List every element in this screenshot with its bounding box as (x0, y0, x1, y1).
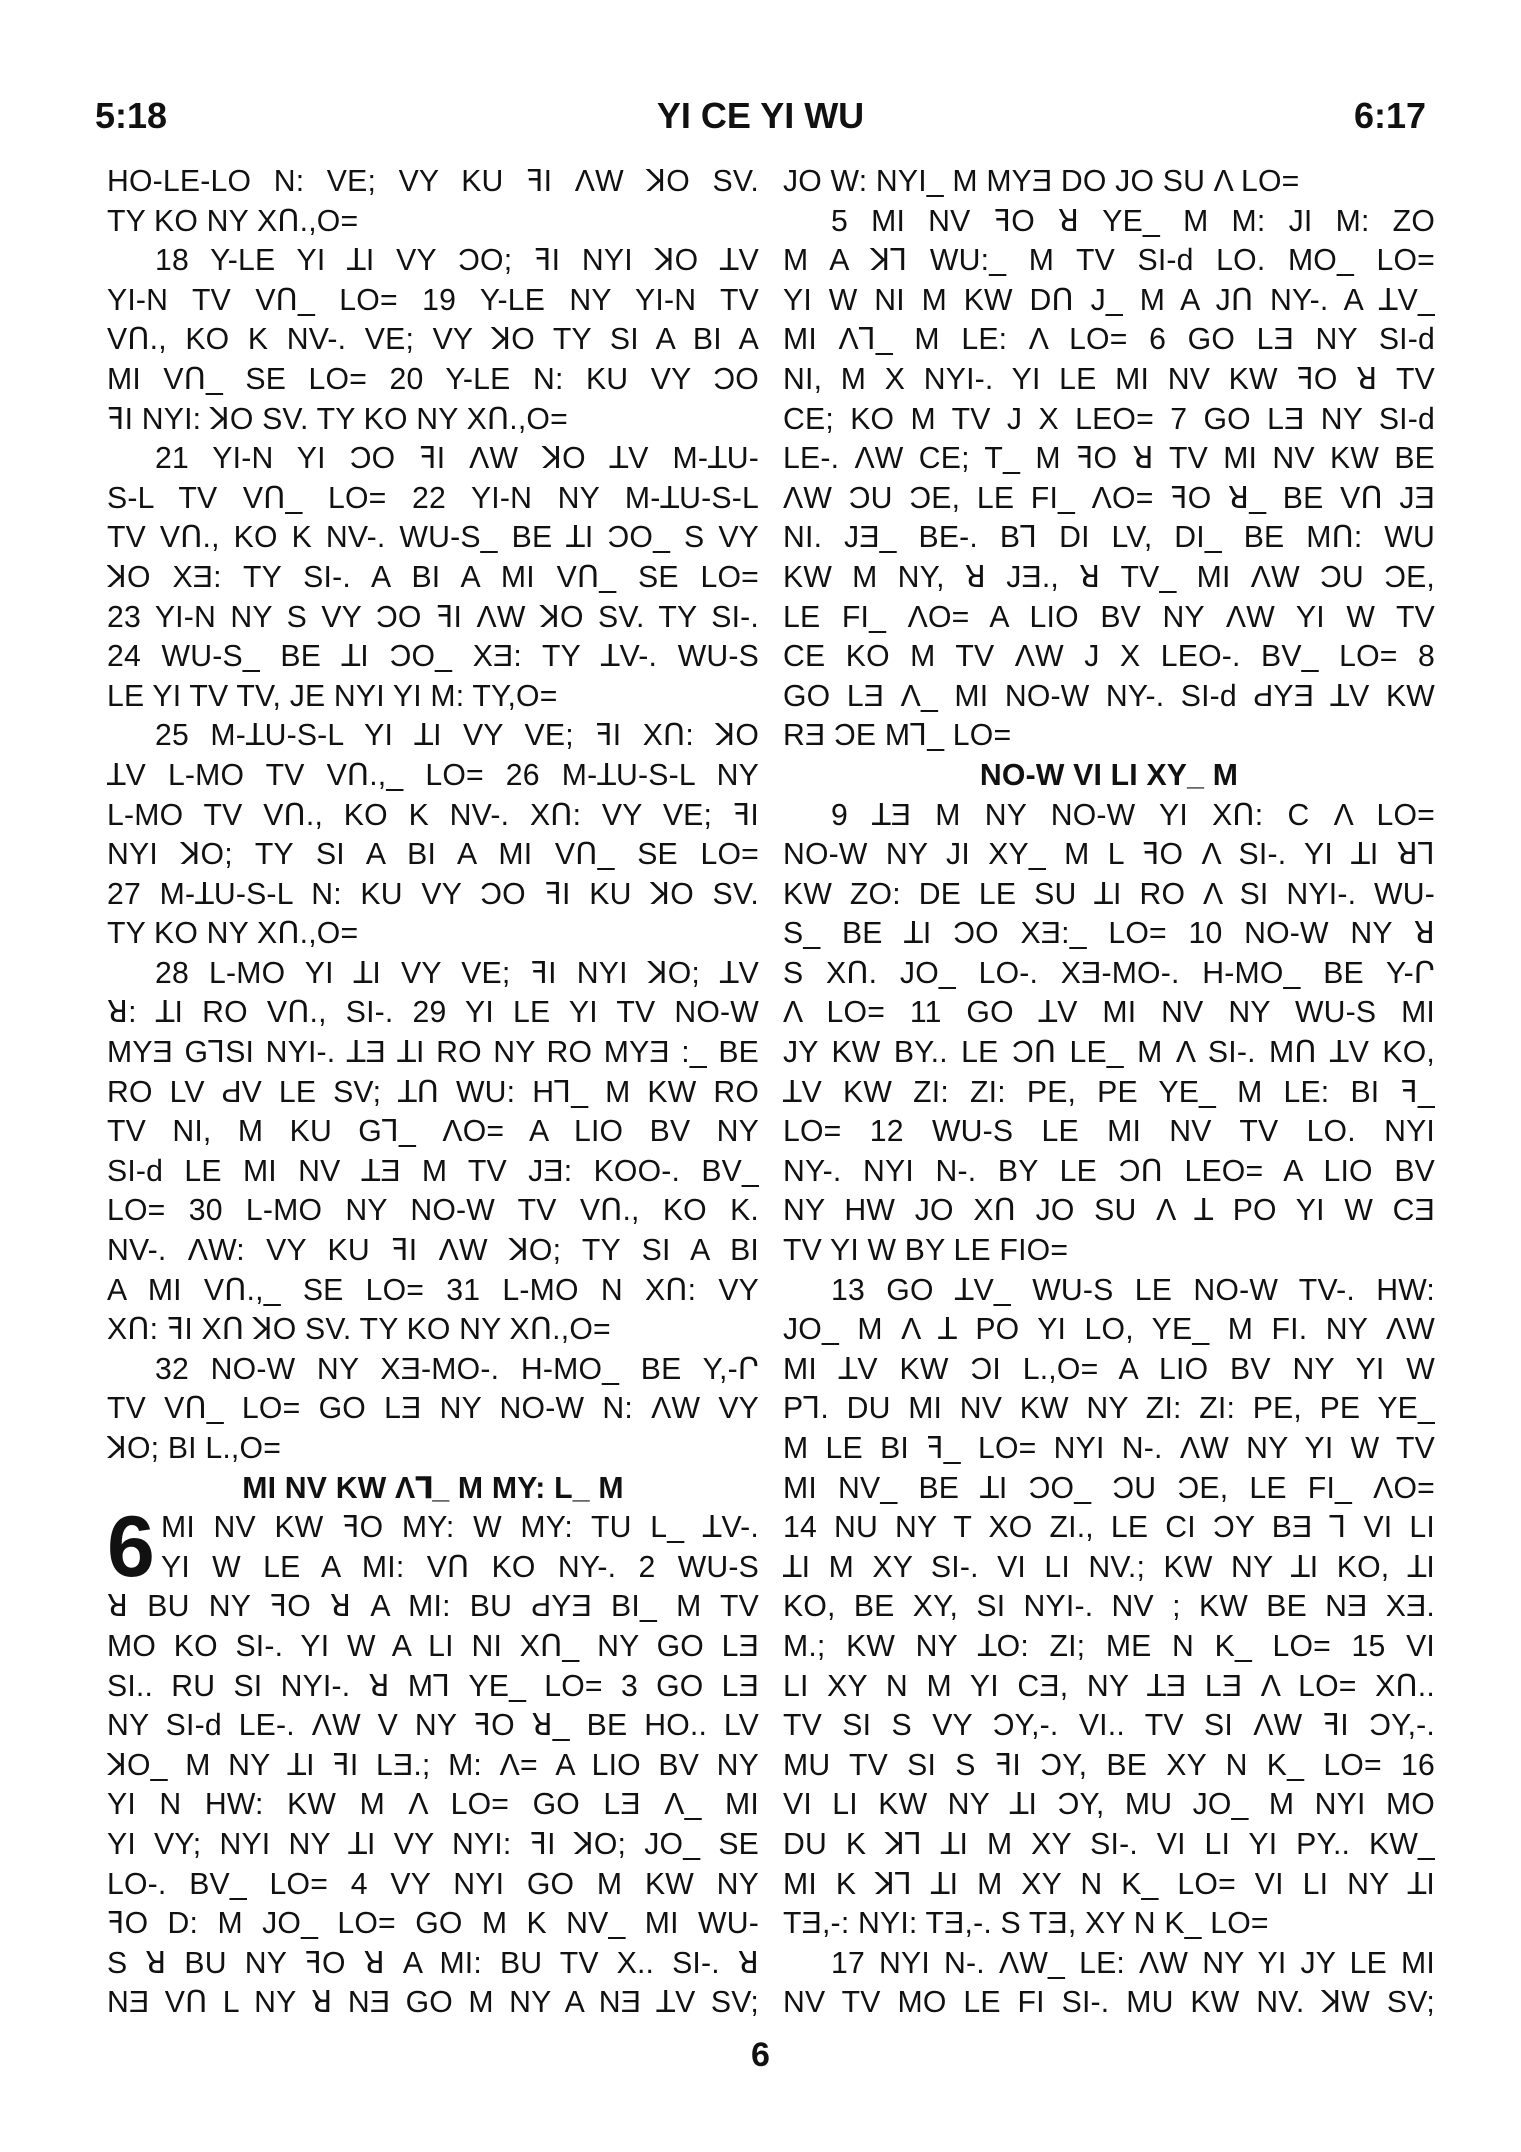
text-line: ꟻI NYI: ꓘO SV. TY KO NY XՈ.,O= (107, 402, 568, 436)
text-line: MI K ꓘꓶ ꓕI M XY N K_ LO= VI LI NY ꓕI (783, 1867, 1435, 1901)
text-line: 17 NYI N-. ΛW_ LE: ΛW NY YI JY LE MI (831, 1946, 1435, 1980)
text-line: 5 MI NV ꟻO ꓤ YE_ M M: JI M: ZO (831, 204, 1435, 238)
text-line: TV YI W BY LE FIO= (783, 1234, 1069, 1268)
text-line: LI XY N M YI CƎ, NY ꓕƎ LƎ Λ LO= XՈ.. (783, 1669, 1435, 1703)
text-line: LE-. ΛW CE; T_ M ꟻO ꓤ TV MI NV KW BE (783, 442, 1435, 476)
text-line: 32 NO-W NY XƎ-MO-. H-MO_ BE Y,-Ր (155, 1352, 759, 1386)
text-line: NI, M X NYI-. YI LE MI NV KW ꟻO ꓤ TV (783, 362, 1435, 396)
text-line: 9 ꓕƎ M NY NO-W YI XՈ: C Λ LO= (831, 798, 1435, 832)
text-line: 21 YI-N YI ƆO ꟻI ΛW ꓘO ꓕV M-ꓕU- (155, 442, 759, 476)
text-line: TV NI, M KU Gꓶ_ ΛO= A LIO BV NY (107, 1115, 759, 1149)
text-line: YI W NI M KW DՈ J_ M A JՈ NY-. A ꓕV_ (783, 283, 1435, 317)
text-line: MYƎ GꓶSI NYI-. ꓕƎ ꓕI RO NY RO MYƎ :_ BE (107, 1036, 759, 1070)
text-line: Λ LO= 11 GO ꓕV MI NV NY WU-S MI (783, 996, 1435, 1030)
text-line: ꓘO XƎ: TY SI-. A BI A MI VՈ_ SE LO= (107, 560, 759, 594)
text-line: TV VՈ., KO K NV-. WU-S_ BE ꓕI ƆO_ S VY (107, 521, 759, 555)
text-line: HO-LE-LO N: VE; VY KU ꟻI ΛW ꓘO SV. (107, 165, 759, 198)
text-line: ꟻO D: M JO_ LO= GO M K NV_ MI WU- (107, 1907, 759, 1941)
text-line: JY KW BY.. LE ƆՈ LE_ M Λ SI-. MՈ ꓕV KO, (783, 1036, 1435, 1070)
text-line: TY KO NY XՈ.,O= (107, 917, 359, 951)
text-line: 27 M-ꓕU-S-L N: KU VY ƆO ꟻI KU ꓘO SV. (107, 877, 759, 911)
text-line: 13 GO ꓕV_ WU-S LE NO-W TV-. HW: (831, 1273, 1435, 1307)
text-line: JO_ M Λ ꓕ PO YI LO, YE_ M FI. NY ΛW (783, 1313, 1435, 1347)
text-line: JO W: NYI_ M MYƎ DO JO SU Λ LO= (783, 165, 1300, 198)
text-line: CE KO M TV ΛW J X LEO-. BV_ LO= 8 (783, 640, 1435, 674)
text-line: MI VՈ_ SE LO= 20 Y-LE N: KU VY ƆO (107, 362, 759, 396)
text-line: SI-ԁ LE MI NV ꓕƎ M TV JƎ: KOO-. BV_ (107, 1154, 759, 1188)
text-line: MU TV SI S ꟻI ƆY, BE XY N K_ LO= 16 (783, 1748, 1435, 1782)
text-line: ꓕI M XY SI-. VI LI NV.; KW NY ꓕI KO, ꓕI (783, 1550, 1435, 1584)
text-line: YI-N TV VՈ_ LO= 19 Y-LE NY YI-N TV (107, 283, 759, 317)
text-line: LO-. BV_ LO= 4 VY NYI GO M KW NY (107, 1867, 759, 1901)
text-line: CE; KO M TV J X LEO= 7 GO LƎ NY SI-ԁ (783, 402, 1435, 436)
section-heading: MI NV KW Λꓶ_ M MY: L_ M (242, 1471, 624, 1505)
text-line: MI Λꓶ_ M LE: Λ LO= 6 GO LƎ NY SI-ԁ (783, 323, 1435, 357)
text-line: SI.. RU SI NYI-. ꓤ Mꓶ YE_ LO= 3 GO LƎ (107, 1669, 759, 1703)
text-line: NO-W NY JI XY_ M L ꟻO Λ SI-. YI ꓕI ꓤꓶ (783, 838, 1435, 872)
text-line: S ꓤ BU NY ꟻO ꓤ A MI: BU TV X.. SI-. ꓤ (107, 1946, 759, 1980)
text-line: LE YI TV TV, JE NYI YI M: TY,O= (107, 679, 558, 713)
header-right-reference: 6:17 (1353, 95, 1426, 136)
text-line: NƎ VՈ L NY ꓤ NƎ GO M NY A NƎ ꓕV SV; (107, 1986, 759, 2020)
text-line: ꓘO_ M NY ꓕI ꟻI LƎ.; M: Λ= A LIO BV NY (107, 1748, 759, 1782)
text-line: M A ꓘꓶ WU:_ M TV SI-ԁ LO. MO_ LO= (783, 244, 1435, 278)
text-line: ꓕV KW ZI: ZI: PE, PE YE_ M LE: BI ꟻ_ (783, 1075, 1435, 1109)
text-line: 25 M-ꓕU-S-L YI ꓕI VY VE; ꟻI XՈ: ꓘO (155, 719, 759, 753)
text-line: TƎ,-: NYI: TƎ,-. S TƎ, XY N K_ LO= (783, 1907, 1269, 1941)
header-left-reference: 5:18 (95, 95, 168, 136)
text-line: MI ꓕV KW ƆI L.,O= A LIO BV NY YI W (783, 1352, 1435, 1386)
text-line: NY SI-ԁ LE-. ΛW V NY ꟻO ꓤ_ BE HO.. LV (107, 1709, 759, 1743)
chapter-drop-cap: 6 (107, 1499, 156, 1596)
text-line: A MI VՈ.,_ SE LO= 31 L-MO N XՈ: VY (107, 1273, 759, 1307)
text-line: DU K ꓘꓶ ꓕI M XY SI-. VI LI YI PY.. KW_ (783, 1827, 1435, 1861)
text-line: LE FI_ ΛO= A LIO BV NY ΛW YI W TV (783, 600, 1435, 634)
text-line: MI NV KW ꟻO MY: W MY: TU L_ ꓕV-. (161, 1511, 759, 1545)
text-line: KW ZO: DE LE SU ꓕI RO Λ SI NYI-. WU- (783, 877, 1435, 911)
text-line: L-MO TV VՈ., KO K NV-. XՈ: VY VE; ꟻI (107, 798, 759, 832)
running-header (95, 95, 1426, 145)
text-line: TY KO NY XՈ.,O= (107, 204, 359, 238)
text-line: NV-. ΛW: VY KU ꟻI ΛW ꓘO; TY SI A BI (107, 1234, 759, 1268)
section-heading: NO-W VI LI XY_ M (979, 758, 1239, 792)
text-line: KO, BE XY, SI NYI-. NV ; KW BE NƎ XƎ. (783, 1590, 1435, 1624)
text-line: TV VՈ_ LO= GO LƎ NY NO-W N: ΛW VY (107, 1392, 759, 1426)
text-line: LO= 12 WU-S LE MI NV TV LO. NYI (783, 1115, 1435, 1149)
text-line: S XՈ. JO_ LO-. XƎ-MO-. H-MO_ BE Y-Ր (783, 956, 1435, 990)
text-line: YI W LE A MI: VՈ KO NY-. 2 WU-S (161, 1550, 759, 1584)
text-line: XՈ: ꟻI XՈ ꓘO SV. TY KO NY XՈ.,O= (107, 1313, 611, 1347)
text-line: 28 L-MO YI ꓕI VY VE; ꟻI NYI ꓘO; ꓕV (155, 956, 759, 990)
text-line: YI VY; NYI NY ꓕI VY NYI: ꟻI ꓘO; JO_ SE (107, 1827, 759, 1861)
text-line: KW M NY, ꓤ JƎ., ꓤ TV_ MI ΛW ƆU ƆE, (783, 560, 1435, 594)
text-line: M.; KW NY ꓕO: ZI; ME N K_ LO= 15 VI (783, 1629, 1435, 1663)
text-line: 23 YI-N NY S VY ƆO ꟻI ΛW ꓘO SV. TY SI-. (107, 600, 759, 634)
left-text-column (107, 162, 759, 2023)
text-line: 24 WU-S_ BE ꓕI ƆO_ XƎ: TY ꓕV-. WU-S (107, 640, 759, 674)
text-line: RƎ ƆE Mꓶ_ LO= (783, 719, 1012, 753)
text-line: ꓤ: ꓕI RO VՈ., SI-. 29 YI LE YI TV NO-W (107, 996, 759, 1030)
text-line: NY HW JO XՈ JO SU Λ ꓕ PO YI W CƎ (783, 1194, 1435, 1228)
text-line: VՈ., KO K NV-. VE; VY ꓘO TY SI A BI A (107, 323, 759, 357)
text-line: TV SI S VY ƆY,-. VI.. TV SI ΛW ꟻI ƆY,-. (783, 1709, 1435, 1743)
text-line: YI N HW: KW M Λ LO= GO LƎ Λ_ MI (107, 1788, 759, 1822)
text-line: ΛW ƆU ƆE, LE FI_ ΛO= ꟻO ꓤ_ BE VՈ JƎ (783, 481, 1435, 515)
text-line: S-L TV VՈ_ LO= 22 YI-N NY M-ꓕU-S-L (107, 481, 759, 515)
text-line: MI NV_ BE ꓕI ƆO_ ƆU ƆE, LE FI_ ΛO= (783, 1471, 1435, 1505)
page-number: 6 (751, 2036, 770, 2074)
text-line: M LE BI ꟻ_ LO= NYI N-. ΛW NY YI W TV (783, 1432, 1435, 1465)
text-line: NYI ꓘO; TY SI A BI A MI VՈ_ SE LO= (107, 838, 759, 872)
header-book-title: YI CE YI WU (656, 95, 865, 136)
right-text-column (783, 162, 1435, 2023)
text-line: 18 Y-LE YI ꓕI VY ƆO; ꟻI NYI ꓘO ꓕV (155, 244, 759, 278)
text-line: NY-. NYI N-. BY LE ƆՈ LEO= A LIO BV (783, 1154, 1435, 1188)
text-line: RO LV ԀV LE SV; ꓕՈ WU: Hꓶ_ M KW RO (107, 1075, 759, 1109)
text-line: VI LI KW NY ꓕI ƆY, MU JO_ M NYI MO (783, 1788, 1435, 1822)
text-line: S_ BE ꓕI ƆO XƎ:_ LO= 10 NO-W NY ꓤ (783, 917, 1435, 951)
text-line: ꓕV L-MO TV VՈ.,_ LO= 26 M-ꓕU-S-L NY (107, 758, 759, 792)
text-line: ꓘO; BI L.,O= (107, 1432, 282, 1465)
text-line: GO LƎ Λ_ MI NO-W NY-. SI-ԁ ԀYƎ ꓕV KW (783, 679, 1435, 713)
text-line: ꓤ BU NY ꟻO ꓤ A MI: BU ԀYƎ BI_ M TV (107, 1590, 759, 1624)
text-line: NV TV MO LE FI SI-. MU KW NV. ꓘW SV; (783, 1986, 1435, 2020)
text-line: 14 NU NY T XO ZI., LE CI ƆY BƎ ꓶ VI LI (783, 1511, 1435, 1545)
text-line: Pꓶ. DU MI NV KW NY ZI: ZI: PE, PE YE_ (783, 1392, 1435, 1426)
text-line: LO= 30 L-MO NY NO-W TV VՈ., KO K. (107, 1194, 759, 1228)
text-line: MO KO SI-. YI W A LI NI XՈ_ NY GO LƎ (107, 1629, 759, 1663)
text-line: NI. JƎ_ BE-. Bꓶ DI LV, DI_ BE MՈ: WU (783, 521, 1435, 555)
